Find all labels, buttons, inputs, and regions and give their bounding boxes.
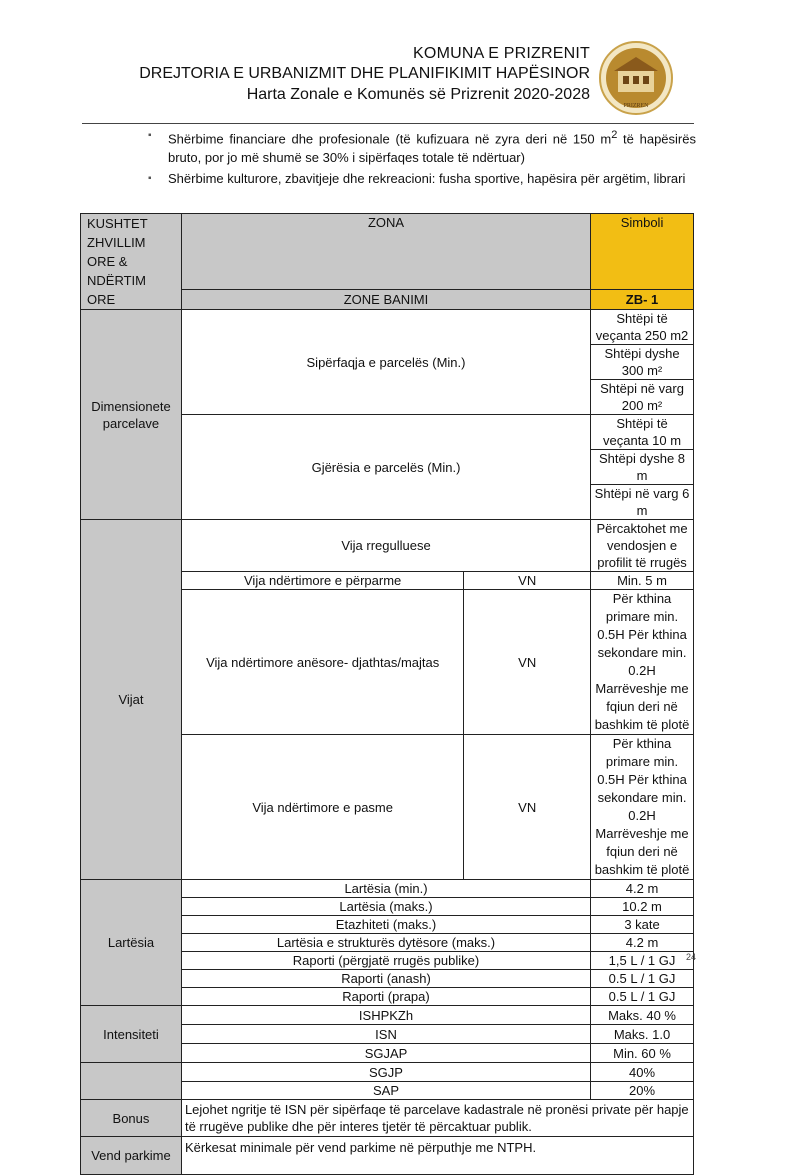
- front-line-code: VN: [464, 572, 591, 590]
- intensity-row-value: Maks. 40 %: [591, 1006, 694, 1025]
- height-row-label: Lartësia (min.): [181, 880, 590, 898]
- list-item: ▪ Shërbime financiare dhe profesionale (të kufizuara në zyra deri në 150 $m^2$ të hapësirës bruto, por jo më shumë se 30% i sipërfaqes totale të ndërtuar): [146, 126, 696, 167]
- directorate-title: DREJTORIA E URBANIZMIT DHE PLANIFIKIMIT HAPËSINOR: [139, 65, 590, 82]
- zone-code: ZB- 1: [591, 289, 694, 309]
- height-row-label: Raporti (prapa): [181, 988, 590, 1006]
- extra-row-label: SGJP: [181, 1063, 590, 1082]
- intensity-row-value: Min. 60 %: [591, 1044, 694, 1063]
- extra-label: [81, 1063, 182, 1100]
- parcel-area-value: Shtëpi dyshe 300 m²: [591, 345, 694, 380]
- height-row-label: Lartësia (maks.): [181, 898, 590, 916]
- parcel-area-label: Sipërfaqja e parcelës (Min.): [181, 310, 590, 415]
- side-line-value: Për kthina primare min. 0.5H Për kthina sekondare min. 0.2H Marrëveshje me fqiun deri në bashkim të plotë: [591, 590, 694, 735]
- dimensions-label: Dimensionete parcelave: [81, 310, 182, 520]
- parcel-area-value: Shtëpi të veçanta 250 m2: [591, 310, 694, 345]
- front-line-value: Min. 5 m: [591, 572, 694, 590]
- height-label: Lartësia: [81, 880, 182, 1006]
- lines-label: Vijat: [81, 520, 182, 880]
- zone-name: ZONE BANIMI: [181, 289, 590, 309]
- parcel-area-value: Shtëpi në varg 200 m²: [591, 380, 694, 415]
- height-row-value: 4.2 m: [591, 880, 694, 898]
- extra-row-value: 40%: [591, 1063, 694, 1082]
- side-line-code: VN: [464, 590, 591, 735]
- prizren-logo: [598, 40, 674, 116]
- bonus-text: Lejohet ngritje të ISN për sipërfaqe të parcelave kadastrale në pronësi private për hapje të rrugëve publike dhe për interes tjetër të përcaktuar publik.: [181, 1100, 693, 1137]
- rear-line-label: Vija ndërtimore e pasme: [181, 735, 463, 880]
- municipality-title: KOMUNA E PRIZRENIT: [413, 45, 590, 62]
- parcel-width-label: Gjërësia e parcelës (Min.): [181, 415, 590, 520]
- height-row-value: 0.5 L / 1 GJ: [591, 988, 694, 1006]
- height-row-value: 4.2 m: [591, 934, 694, 952]
- rear-line-code: VN: [464, 735, 591, 880]
- bullet-icon: ▪: [148, 130, 152, 141]
- bonus-label: Bonus: [81, 1100, 182, 1137]
- parcel-width-value: Shtëpi në varg 6 m: [591, 485, 694, 520]
- header-divider: [82, 123, 694, 124]
- height-row-value: 0.5 L / 1 GJ: [591, 970, 694, 988]
- conditions-header: KUSHTET ZHVILLIM ORE & NDËRTIM ORE: [81, 214, 182, 310]
- regulating-line-value: Përcaktohet me vendosjen e profilit të rrugës: [591, 520, 694, 572]
- parcel-width-value: Shtëpi dyshe 8 m: [591, 450, 694, 485]
- zoning-conditions-table: [80, 213, 694, 1175]
- list-item: ▪ Shërbime kulturore, zbavitjeje dhe rekreacioni: fusha sportive, hapësira për argëtim, librari: [148, 171, 686, 187]
- page-number: 24: [685, 952, 696, 962]
- map-title: Harta Zonale e Komunës së Prizrenit 2020-2028: [246, 86, 590, 103]
- front-line-label: Vija ndërtimore e përparme: [181, 572, 463, 590]
- document-header: [0, 44, 590, 105]
- bullet-icon: ▪: [148, 173, 152, 185]
- height-row-value: 3 kate: [591, 916, 694, 934]
- intensity-row-label: SGJAP: [181, 1044, 590, 1063]
- logo-lettering: PRIZREN: [623, 103, 649, 109]
- symbol-header: Simboli: [591, 214, 694, 290]
- services-list: [146, 126, 696, 188]
- parking-label: Vend parkime: [81, 1137, 182, 1175]
- extra-row-label: SAP: [181, 1082, 590, 1100]
- intensity-row-value: Maks. 1.0: [591, 1025, 694, 1044]
- height-row-label: Lartësia e strukturës dytësore (maks.): [181, 934, 590, 952]
- height-row-label: Etazhiteti (maks.): [181, 916, 590, 934]
- height-row-value: 1,5 L / 1 GJ: [591, 952, 694, 970]
- intensity-row-label: ISHPKZh: [181, 1006, 590, 1025]
- zone-header: ZONA: [181, 214, 590, 290]
- regulating-line-label: Vija rregulluese: [181, 520, 590, 572]
- parking-text: Kërkesat minimale për vend parkime në përputhje me NTPH.: [181, 1137, 693, 1175]
- side-line-label: Vija ndërtimore anësore- djathtas/majtas: [181, 590, 463, 735]
- height-row-value: 10.2 m: [591, 898, 694, 916]
- intensity-row-label: ISN: [181, 1025, 590, 1044]
- height-row-label: Raporti (anash): [181, 970, 590, 988]
- height-row-label: Raporti (përgjatë rrugës publike): [181, 952, 590, 970]
- intensity-label: Intensiteti: [81, 1006, 182, 1063]
- extra-row-value: 20%: [591, 1082, 694, 1100]
- rear-line-value: Për kthina primare min. 0.5H Për kthina sekondare min. 0.2H Marrëveshje me fqiun deri në bashkim të plotë: [591, 735, 694, 880]
- parcel-width-value: Shtëpi të veçanta 10 m: [591, 415, 694, 450]
